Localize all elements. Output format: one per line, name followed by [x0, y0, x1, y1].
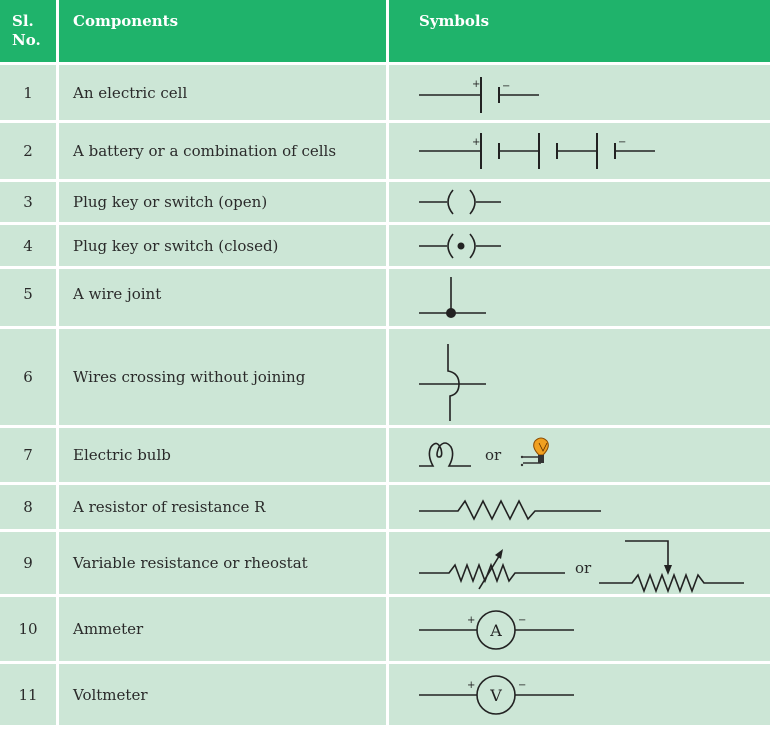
row-number: 5 [0, 266, 59, 326]
electric-cell-icon [419, 71, 559, 115]
or-label: or [485, 446, 502, 464]
svg-text:−: − [518, 615, 527, 626]
open-switch-icon [419, 187, 519, 217]
svg-text:+: + [467, 615, 476, 626]
table-row [0, 266, 770, 326]
wire-joint-icon [419, 273, 499, 323]
component-name: A battery or a combination of cells [59, 120, 389, 179]
table-row [0, 326, 770, 425]
table-row [0, 482, 770, 529]
variable-resistance-icon [419, 533, 569, 593]
rheostat-icon [599, 533, 749, 593]
table-row [0, 62, 770, 120]
voltmeter-icon [419, 670, 589, 720]
header-sl-no: Sl. No. [0, 0, 59, 62]
svg-text:+: + [472, 78, 481, 90]
component-name: An electric cell [59, 62, 389, 120]
table-row [0, 529, 770, 594]
header-symbols: Symbols [389, 0, 770, 62]
component-name: Electric bulb [59, 425, 389, 482]
or-label: or [575, 559, 592, 577]
row-number: 8 [0, 482, 59, 529]
row-number: 10 [0, 594, 59, 661]
bulb-filament-icon [419, 435, 479, 475]
row-number: 1 [0, 62, 59, 120]
bulb-picture-icon [517, 435, 557, 475]
row-number: 6 [0, 326, 59, 425]
component-name: Ammeter [59, 594, 389, 661]
closed-switch-icon [419, 231, 519, 261]
table-row [0, 222, 770, 266]
svg-text:−: − [518, 679, 527, 691]
component-name: Wires crossing without joining [59, 326, 389, 425]
header-row [0, 0, 770, 62]
component-name: Plug key or switch (closed) [59, 222, 389, 266]
component-name: A wire joint [59, 266, 389, 326]
svg-text:A: A [490, 621, 502, 640]
component-name: Variable resistance or rheostat [59, 529, 389, 594]
table-row [0, 661, 770, 725]
svg-text:−: − [618, 137, 627, 148]
svg-text:−: − [502, 80, 511, 92]
row-number: 9 [0, 529, 59, 594]
table-row [0, 425, 770, 482]
row-number: 11 [0, 661, 59, 725]
header-components: Components [59, 0, 389, 62]
battery-icon [419, 129, 679, 173]
component-name: Voltmeter [59, 661, 389, 725]
row-number: 7 [0, 425, 59, 482]
table-row [0, 594, 770, 661]
resistor-icon [419, 492, 609, 522]
svg-text:+: + [472, 137, 481, 148]
wires-crossing-icon [419, 332, 499, 422]
svg-text:V: V [490, 685, 502, 705]
row-number: 2 [0, 120, 59, 179]
svg-text:+: + [467, 679, 476, 691]
table-row [0, 179, 770, 222]
row-number: 4 [0, 222, 59, 266]
component-name: A resistor of resistance R [59, 482, 389, 529]
table-row [0, 120, 770, 179]
row-number: 3 [0, 179, 59, 222]
component-name: Plug key or switch (open) [59, 179, 389, 222]
ammeter-icon [419, 604, 589, 654]
